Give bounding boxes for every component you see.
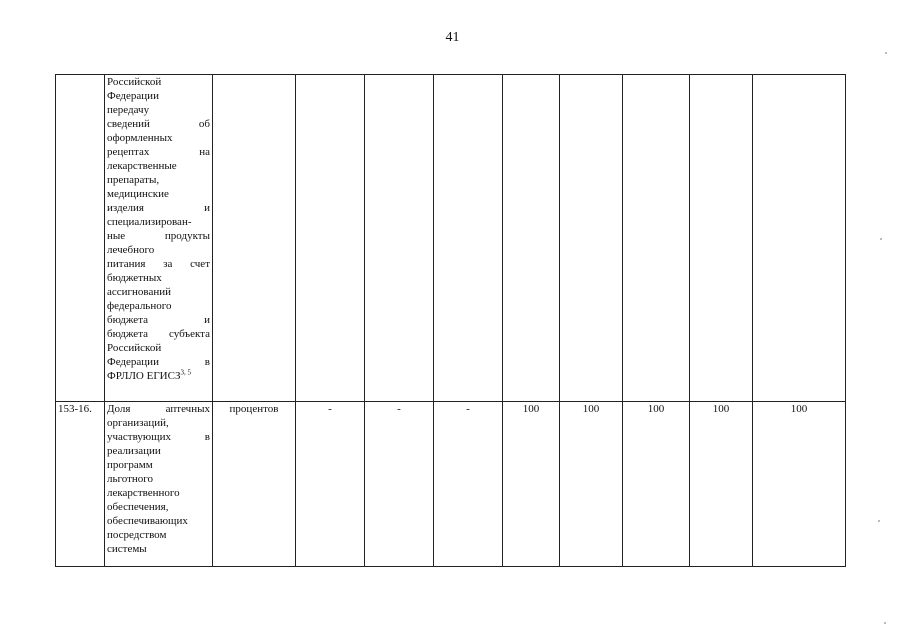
value-cell: 100 xyxy=(690,402,753,567)
description-line: бюджета и xyxy=(107,314,210,326)
indicators-table xyxy=(55,74,846,567)
description-line: препараты, xyxy=(107,174,160,186)
description-line: сведений об xyxy=(107,118,210,130)
description-line: специализирован- xyxy=(107,216,192,228)
scan-speck xyxy=(880,238,882,240)
value-cell: 100 xyxy=(753,402,846,567)
description-line: системы xyxy=(107,543,147,555)
description-cell xyxy=(105,75,213,402)
unit-cell xyxy=(213,75,296,402)
description-line: бюджета субъекта xyxy=(107,328,210,340)
description-line: организаций, xyxy=(107,417,169,429)
description-line: ассигнований xyxy=(107,286,172,298)
value-cell: 100 xyxy=(560,402,623,567)
description-line: обеспечивающих xyxy=(107,515,188,527)
description-cell xyxy=(105,402,213,567)
table-row-continued xyxy=(56,75,846,402)
description-line: медицинские xyxy=(107,188,169,200)
scan-speck xyxy=(885,52,887,54)
description-line: программ xyxy=(107,459,153,471)
description-line: лекарственные xyxy=(107,160,177,172)
description-line: Доля аптечных xyxy=(107,403,210,415)
description-line: Российской xyxy=(107,342,162,354)
description-line: обеспечения, xyxy=(107,501,169,513)
value-cell xyxy=(690,75,753,402)
value-cell: - xyxy=(434,402,503,567)
description-line: бюджетных xyxy=(107,272,162,284)
table-row-153-16 xyxy=(56,402,846,567)
footnote-marker: 3, 5 xyxy=(180,368,191,377)
description-text: ФРЛЛО ЕГИСЗ xyxy=(107,370,181,382)
value-cell: 100 xyxy=(503,402,560,567)
value-cell xyxy=(434,75,503,402)
scan-speck xyxy=(878,520,880,522)
description-line: передачу xyxy=(107,104,150,116)
unit-cell: процентов xyxy=(213,402,296,567)
description-line: участвующих в xyxy=(107,431,210,443)
value-cell xyxy=(365,75,434,402)
value-cell: - xyxy=(296,402,365,567)
value-cell xyxy=(623,75,690,402)
scan-speck xyxy=(884,622,886,624)
description-line: Федерации xyxy=(107,90,159,102)
description-line: льготного xyxy=(107,473,154,485)
description-line: изделия и xyxy=(107,202,210,214)
value-cell xyxy=(753,75,846,402)
description-line: лекарственного xyxy=(107,487,180,499)
value-cell xyxy=(560,75,623,402)
description-line: лечебного xyxy=(107,244,155,256)
value-cell xyxy=(296,75,365,402)
description-line-last xyxy=(107,369,210,383)
description-line: ные продукты xyxy=(107,230,210,242)
description-line: рецептах на xyxy=(107,146,210,158)
row-number-cell: 153-16. xyxy=(56,402,105,567)
description-line: реализации xyxy=(107,445,161,457)
description-line: посредством xyxy=(107,529,167,541)
value-cell: 100 xyxy=(623,402,690,567)
description-line: федерального xyxy=(107,300,172,312)
description-line: питания за счет xyxy=(107,258,210,270)
page-number: 41 xyxy=(445,30,460,45)
description-line: Федерации в xyxy=(107,356,210,368)
value-cell: - xyxy=(365,402,434,567)
description-line: Российской xyxy=(107,76,162,88)
value-cell xyxy=(503,75,560,402)
description-line: оформленных xyxy=(107,132,173,144)
row-number-cell xyxy=(56,75,105,402)
